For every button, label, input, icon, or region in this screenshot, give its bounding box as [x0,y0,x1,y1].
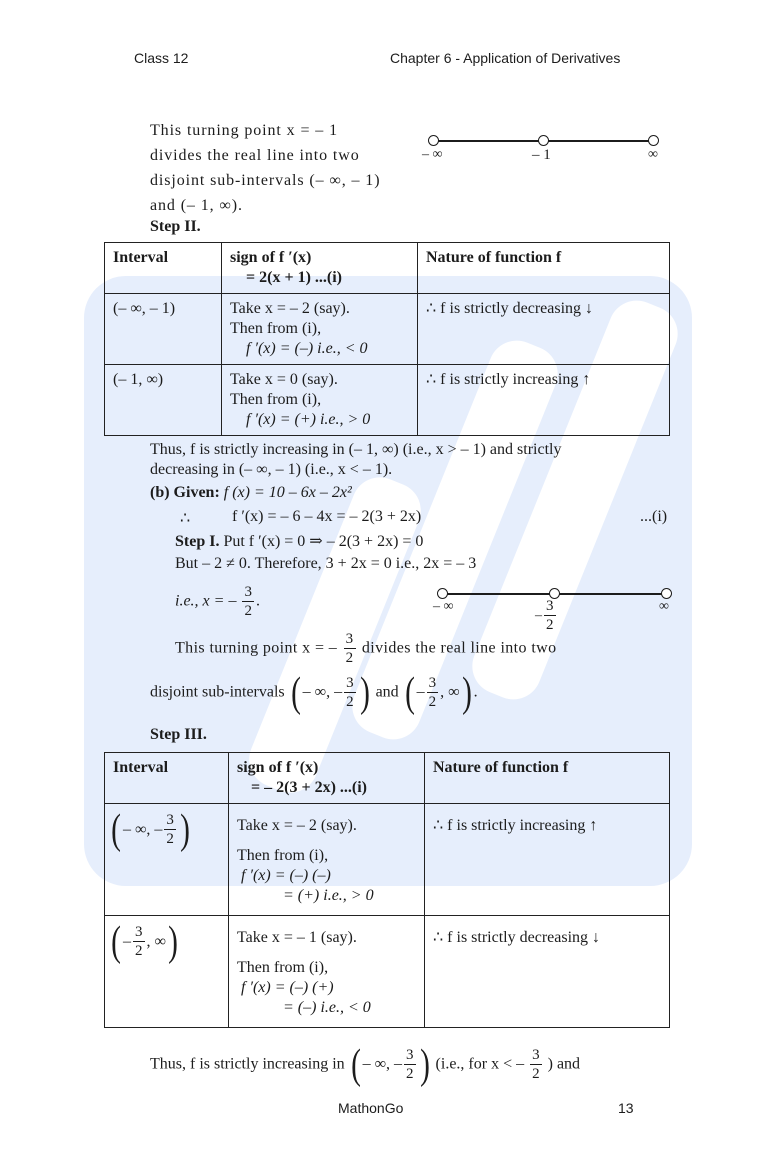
given-label: (b) Given: [150,484,220,501]
intro-line-1: This turning point x = – 1 [150,122,338,139]
step2-row-2-interval: (– 1, ∞) [105,365,222,436]
disjoint-interval-1-num: 3 [346,675,354,691]
turning-rest: divides the real line into two [361,639,557,657]
footer-brand: MathonGo [338,1100,404,1116]
step2-row-1-nature: ∴ f is strictly decreasing ↓ [418,294,670,365]
number-line-1-mid-label: – 1 [532,147,551,163]
step3-row-2-line1: Take x = – 1 (say). [237,929,357,946]
step3-row-2-sign [229,916,425,1028]
conclusion-2-interval-left: – ∞, – [362,1055,403,1073]
step3-row-1-line4: = (+) i.e., > 0 [283,887,374,904]
conclusion-2-prefix: Thus, f is strictly increasing in [150,1055,345,1073]
step2-title: Step II. [150,218,201,235]
number-line-2-mid-prefix: – [535,608,542,624]
disjoint-interval-1-left: – ∞, – [302,683,343,701]
number-line-2-mid-num: 3 [546,598,554,614]
step3-row-1-line3: f ′(x) = (–) (–) [241,867,331,884]
header-class: Class 12 [134,50,189,66]
ie-fraction-den: 2 [244,603,252,619]
step3-title: Step III. [150,726,207,743]
ie-fraction [242,585,254,619]
step2-header-row [105,243,670,294]
ie-fraction-num: 3 [244,584,252,600]
step3-header-sign-line2: = – 2(3 + 2x) ...(i) [251,779,367,796]
number-line-2-left-label: – ∞ [433,599,454,614]
disjoint-interval-2-right: , ∞ [440,683,460,701]
conclusion-2-num-2: 3 [532,1047,540,1063]
step2-row-1-line1: Take x = – 2 (say). [230,300,350,317]
conclusion-2-den: 2 [406,1066,414,1082]
intro-line-4: and (– 1, ∞). [150,197,243,214]
disjoint-text: disjoint sub-intervals [150,683,285,701]
step2-row-1-line3: f ′(x) = (–) i.e., < 0 [246,340,368,357]
number-line-1 [422,132,668,172]
derivative-therefore: ∴ [180,510,191,527]
step1-expression: Put f ′(x) = 0 ⇒ – 2(3 + 2x) = 0 [223,533,424,550]
ie-line: i.e., x = – $\frac{3}{2}$ . [175,584,260,619]
given-expression: f (x) = 10 – 6x – 2x² [223,484,352,501]
step2-row-2-sign [222,365,418,436]
step3-row-1-line1: Take x = – 2 (say). [237,817,357,834]
disjoint-line-b: disjoint sub-intervals ( – ∞, – $\frac{3}{2}$ ) and ( – $\frac{3}{2}$ , ∞) . [150,670,478,716]
step2-row-2-line3: f ′(x) = (+) i.e., > 0 [246,411,371,428]
number-line-2-right-label: ∞ [659,599,669,614]
step3-row-2-interval: ( – $\frac{3}{2}$ , ∞) [105,916,229,1028]
step2-header-sign-line1: sign of f ′(x) [230,249,312,266]
step1-label: Step I. [175,533,220,550]
but-line: But – 2 ≠ 0. Therefore, 3 + 2x = 0 i.e., 2x = – 3 [175,555,477,572]
intro-line-2: divides the real line into two [150,147,360,164]
step2-row-1-sign [222,294,418,365]
step2-header-sign [222,243,418,294]
conclusion-2-num: 3 [406,1047,414,1063]
step3-row-1-interval-left: – ∞, – [123,820,163,838]
conclusion-2: Thus, f is strictly increasing in ( – ∞, – $\frac{3}{2}$ ) (i.e., for x < – $\frac{3}{2}$ ) and [150,1042,581,1088]
conclusion-1 [150,440,675,480]
step3-row-2-line3: f ′(x) = (–) (+) [241,979,334,996]
number-line-2-mid-den: 2 [546,617,554,633]
conclusion-2-den-2: 2 [532,1066,540,1082]
step1-line [175,531,423,551]
step3-header-sign-line1: sign of f ′(x) [237,759,319,776]
derivative-expression: f ′(x) = – 6 – 4x = – 2(3 + 2x) [232,508,422,525]
step3-row-1 [105,804,670,916]
footer-page-number: 13 [618,1100,634,1116]
disjoint-interval-2-den: 2 [428,694,437,710]
intro-paragraph [150,118,380,218]
header-chapter: Chapter 6 - Application of Derivatives [390,50,621,66]
step3-row-2-num: 3 [135,924,143,940]
conclusion-2-suffix: ) and [547,1055,581,1073]
given-line [150,484,352,502]
step3-header-interval: Interval [105,753,229,804]
step2-row-1-line2: Then from (i), [230,320,322,337]
conclusion-1-line1: Thus, f is strictly increasing in (– 1, ∞) (i.e., x > – 1) and strictly [150,441,562,458]
number-line-1-left-label: – ∞ [422,147,443,162]
step2-row-1-interval: (– ∞, – 1) [105,294,222,365]
conclusion-1-line2: decreasing in (– ∞, – 1) (i.e., x < – 1). [150,461,393,478]
disjoint-interval-1-den: 2 [346,694,354,710]
disjoint-interval-2-num: 3 [428,675,437,691]
step3-row-2 [105,916,670,1028]
step3-row-2-line2: Then from (i), [237,959,329,976]
step3-row-1-interval: ( – ∞, – $\frac{3}{2}$ ) [105,804,229,916]
step2-row-1 [105,294,670,365]
number-line-1-right-label: ∞ [648,147,658,162]
step3-table [104,752,670,1028]
step3-row-1-den: 2 [166,831,174,847]
turning-text: This turning point x = – [175,639,338,657]
turning-line-b [175,632,557,666]
step3-row-1-num: 3 [166,812,174,828]
step3-row-2-line4: = (–) i.e., < 0 [283,999,371,1016]
step2-header-sign-line2: = 2(x + 1) ...(i) [246,269,342,286]
conclusion-2-middle: (i.e., for x < – [435,1055,525,1073]
step2-row-2-line1: Take x = 0 (say). [230,371,338,388]
step3-row-2-den: 2 [135,943,143,959]
number-line-2-mid-label [535,599,558,633]
step3-row-2-interval-right: , ∞ [146,932,166,950]
ie-prefix: i.e., x = – [175,592,237,610]
step2-table [104,242,670,436]
step3-row-2-nature: ∴ f is strictly decreasing ↓ [425,916,670,1028]
turning-frac-num: 3 [345,631,354,647]
derivative-reference: ...(i) [640,508,668,525]
step3-row-1-line2: Then from (i), [237,847,329,864]
turning-frac-den: 2 [345,650,354,666]
step3-row-1-nature: ∴ f is strictly increasing ↑ [425,804,670,916]
step3-header-row [105,753,670,804]
intro-line-3: disjoint sub-intervals (– ∞, – 1) [150,172,381,189]
step2-header-nature: Nature of function f [418,243,670,294]
step2-row-2 [105,365,670,436]
disjoint-and: and [375,683,399,701]
step2-row-2-nature: ∴ f is strictly increasing ↑ [418,365,670,436]
number-line-2 [433,585,677,635]
step3-header-sign [229,753,425,804]
step2-row-2-line2: Then from (i), [230,391,322,408]
step3-row-1-sign [229,804,425,916]
step3-header-nature: Nature of function f [425,753,670,804]
step2-header-interval: Interval [105,243,222,294]
